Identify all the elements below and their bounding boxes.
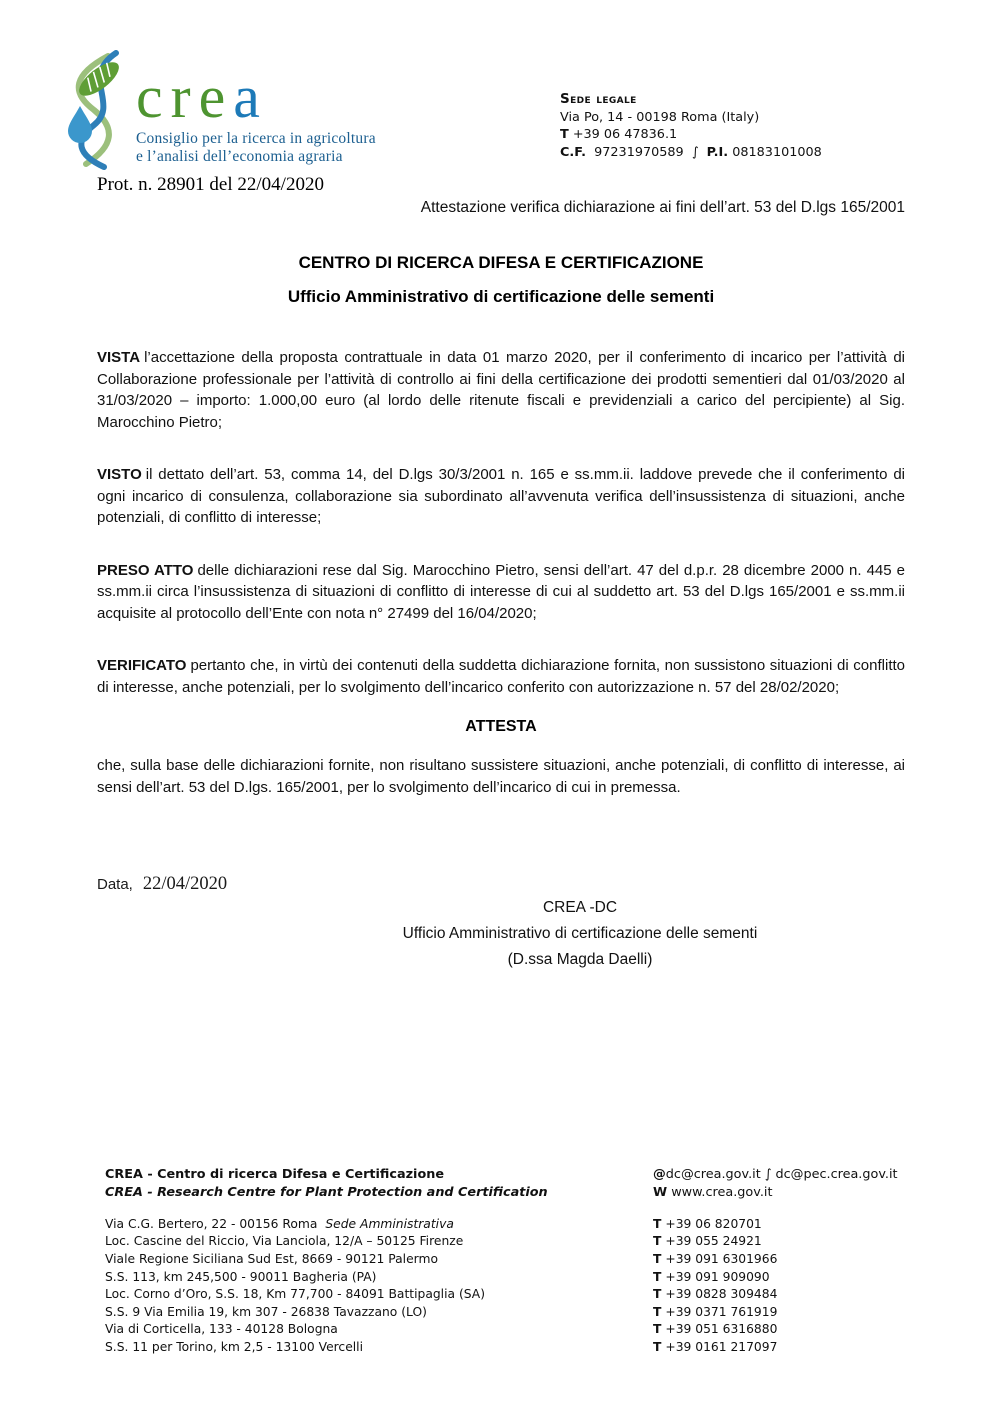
footer-org-row [105,1166,915,1202]
signature-name: (D.ssa Magda Daelli) [507,951,653,968]
signature-office: Ufficio Amministrativo di certificazione delle sementi [402,925,758,942]
separator-glyph: ∫ [691,144,699,160]
water-drop-icon [68,106,92,143]
footer-phone-line: T +39 06 820701 [653,1216,762,1231]
date-label: Data, [97,876,133,893]
web-label: W [653,1184,668,1200]
footer-address-line: S.S. 9 Via Emilia 19, km 307 - 26838 Tavazzano (LO) [105,1304,427,1319]
page-header [0,0,1000,170]
email-icon: @ [653,1167,666,1182]
dna-helix-icon [58,50,130,170]
date-line [97,874,905,895]
footer-web-line: W www.crea.gov.it [653,1184,773,1200]
title-office-name: Ufficio Amministrativo di certificazione delle sementi [287,287,715,306]
closing-paragraph: che, sulla base delle dichiarazioni fornite, non risultano sussistere situazioni, anche potenziali, di conflitto di interesse, ai sensi dell’art. 53 del D.lgs. 165/2001, per lo svolgimento dell’incarico di cui in premessa. [97,757,905,796]
protocol-number: Prot. n. 28901 del 22/04/2020 [97,174,324,195]
footer-email-line: @dc@crea.gov.it ∫ dc@pec.crea.gov.it [653,1167,898,1182]
attesta-heading: ATTESTA [465,718,537,735]
footer-addresses [105,1216,653,1357]
pi-label: P.I. [706,144,729,160]
paragraph-vista-lead: VISTA [97,349,141,366]
phone-label: T [560,127,569,143]
crea-wordmark [136,64,376,130]
sede-legale-block [560,90,905,170]
paragraph-verificato-lead: VERIFICATO [97,657,187,674]
title-centre-name: CENTRO DI RICERCA DIFESA E CERTIFICAZIONE [298,253,704,272]
footer-contacts [653,1166,915,1202]
page-footer [105,1166,915,1357]
signature-org: CREA -DC [542,899,618,916]
document-body [97,347,905,798]
footer-phone-line: T +39 051 6316880 [653,1322,778,1337]
tagline-line1: Consiglio per la ricerca in agricoltura [136,130,376,147]
footer-phone-line: T +39 091 6301966 [653,1252,778,1266]
footer-address-line: Loc. Cascine del Riccio, Via Lanciola, 12/A – 50125 Firenze [105,1234,464,1249]
footer-address-line: Via C.G. Bertero, 22 - 00156 Roma Sede Amministrativa [105,1216,454,1231]
footer-address-line: S.S. 113, km 245,500 - 90011 Bagheria (PA) [105,1269,377,1284]
sede-legale-title: Sede legale [560,91,637,107]
sede-legale-fiscal: C.F. 97231970589 ∫ P.I. 08183101008 [560,144,822,160]
footer-phone-line: T +39 091 909090 [653,1269,770,1284]
wordmark-green: cre [136,64,234,130]
sede-amministrativa-note: Sede Amministrativa [325,1216,454,1231]
paragraph-visto: VISTO il dettato dell’art. 53, comma 14, del D.lgs 30/3/2001 n. 165 e ss.mm.ii. laddove prevede che il conferimento di ogni incarico di consulenza, collaborazione sia subordinato all’avvenuta verifica dell’insussistenza di situazioni, anche potenziali, di conflitto di interesse; [97,466,905,526]
paragraph-visto-lead: VISTO [97,466,142,483]
footer-phone-line: T +39 055 24921 [653,1234,762,1249]
footer-phone-line: T +39 0371 761919 [653,1304,778,1319]
footer-phone-line: T +39 0828 309484 [653,1287,778,1302]
signature-block [300,895,860,973]
footer-address-line: Loc. Corno d’Oro, S.S. 18, Km 77,700 - 84091 Battipaglia (SA) [105,1287,485,1302]
paragraph-preso-atto: PRESO ATTO delle dichiarazioni rese dal Sig. Marocchino Pietro, sensi dell’art. 47 del d.p.r. 28 dicembre 2000 n. 445 e ss.mm.ii circa l’insussistenza di situazioni di conflitto di interesse di cui al suddetto art. 53 del D.lgs 165/2001 e ss.mm.ii acquisite al protocollo dell’Ente con nota n° 27499 del 16/04/2020; [97,561,905,622]
footer-address-row [105,1216,915,1357]
sede-legale-phone: T +39 06 47836.1 [560,127,678,143]
tagline-line2: e l’analisi dell’economia agraria [136,148,343,166]
wordmark-blue: a [233,64,268,130]
document-titles [97,253,905,307]
footer-phone-line: T +39 0161 217097 [653,1339,778,1354]
footer-org-name-it: CREA - Centro di ricerca Difesa e Certificazione [105,1167,445,1182]
footer-phones [653,1216,915,1357]
sede-legale-address: Via Po, 14 - 00198 Roma (Italy) [560,109,760,125]
footer-address-line: Viale Regione Siciliana Sud Est, 8669 - 90121 Palermo [105,1252,438,1266]
footer-address-line: Via di Corticella, 133 - 40128 Bologna [105,1322,338,1337]
crea-logo [58,50,376,170]
footer-org-names [105,1166,653,1202]
cf-label: C.F. [560,144,586,160]
paragraph-verificato: VERIFICATO pertanto che, in virtù dei contenuti della suddetta dichiarazione fornita, non sussistono situazioni di conflitto di interesse, anche potenziali, per lo svolgimento dell’incarico conferito con autorizzazione n. 57 del 28/02/2020; [97,657,905,696]
logo-tagline [136,130,376,167]
subject-line: Attestazione verifica dichiarazione ai fini dell’art. 53 del D.lgs 165/2001 [420,199,905,216]
footer-org-name-en: CREA - Research Centre for Plant Protection and Certification [105,1184,548,1200]
date-value: 22/04/2020 [142,874,228,894]
paragraph-vista: VISTA l’accettazione della proposta contrattuale in data 01 marzo 2020, per il conferimento di incarico per l’attività di Collaborazione professionale per l’attività di controllo ai fini della certificazione dei prodotti sementieri dal 01/03/2020 al 31/03/2020 – importo: 1.000,00 euro (al lordo delle ritenute fiscali e previdenziali a carico del percipiente) al Sig. Marocchino Pietro; [97,349,905,431]
logo-text [136,64,376,167]
footer-address-line: S.S. 11 per Torino, km 2,5 - 13100 Vercelli [105,1339,364,1354]
paragraph-preso-atto-lead: PRESO ATTO [97,561,194,579]
